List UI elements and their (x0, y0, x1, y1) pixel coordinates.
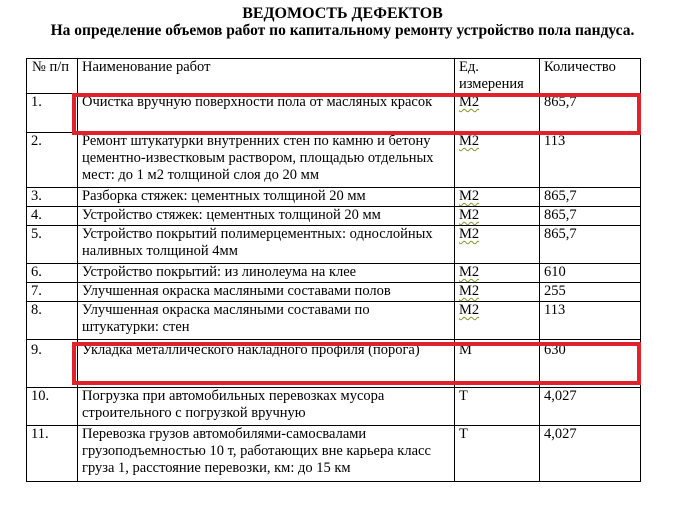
header-name: Наименование работ (78, 59, 455, 94)
header-unit: Ед. измерения (455, 59, 540, 94)
row-num: 8. (27, 302, 78, 340)
table-row (27, 388, 641, 426)
row-unit: М2 (459, 302, 480, 318)
row-qty: 113 (540, 302, 641, 340)
row-unit: М (455, 340, 540, 388)
defects-table (26, 58, 641, 482)
row-name: Устройство покрытий: из линолеума на клее (78, 264, 455, 283)
table-row (27, 340, 641, 388)
table-row (27, 264, 641, 283)
row-qty: 865,7 (540, 94, 641, 133)
table-header-row (27, 59, 641, 94)
row-unit: М2 (459, 133, 480, 149)
row-qty: 865,7 (540, 226, 641, 264)
row-num: 6. (27, 264, 78, 283)
table-row (27, 94, 641, 133)
row-unit: М2 (459, 283, 480, 299)
row-num: 2. (27, 133, 78, 188)
row-unit: М2 (459, 207, 480, 223)
row-unit: М2 (459, 94, 480, 110)
row-qty: 113 (540, 133, 641, 188)
header-num: № п/п (27, 59, 78, 94)
table-row (27, 133, 641, 188)
row-num: 11. (27, 426, 78, 482)
header-qty: Количество (540, 59, 641, 94)
row-name: Устройство стяжек: цементных толщиной 20 мм (78, 207, 455, 226)
row-name: Устройство покрытий полимерцементных: однослойных наливных толщиной 4мм (78, 226, 455, 264)
row-qty: 4,027 (540, 388, 641, 426)
row-qty: 610 (540, 264, 641, 283)
table-row (27, 226, 641, 264)
row-qty: 255 (540, 283, 641, 302)
table-row (27, 283, 641, 302)
row-qty: 630 (540, 340, 641, 388)
row-num: 9. (27, 340, 78, 388)
row-num: 10. (27, 388, 78, 426)
row-num: 1. (27, 94, 78, 133)
row-qty: 865,7 (540, 207, 641, 226)
row-unit: М2 (459, 226, 480, 242)
row-name: Улучшенная окраска масляными составами по штукатурки: стен (78, 302, 455, 340)
row-qty: 4,027 (540, 426, 641, 482)
row-name: Погрузка при автомобильных перевозках мусора строительного с погрузкой вручную (78, 388, 455, 426)
row-name: Разборка стяжек: цементных толщиной 20 мм (78, 188, 455, 207)
row-unit: Т (455, 426, 540, 482)
row-name: Перевозка грузов автомобилями-самосвалами грузоподъемностью 10 т, работающих вне карьера класс груза 1, расстояние перевозки, км: до 15 км (78, 426, 455, 482)
row-unit: М2 (459, 264, 480, 280)
table-row (27, 188, 641, 207)
row-unit: Т (455, 388, 540, 426)
row-name: Очистка вручную поверхности пола от масляных красок (78, 94, 455, 133)
row-qty: 865,7 (540, 188, 641, 207)
row-num: 5. (27, 226, 78, 264)
row-num: 7. (27, 283, 78, 302)
table-row (27, 426, 641, 482)
row-name: Укладка металлического накладного профиля (порога) (78, 340, 455, 388)
row-unit: М2 (459, 188, 480, 204)
row-name: Улучшенная окраска масляными составами полов (78, 283, 455, 302)
table-row (27, 302, 641, 340)
document-subtitle: На определение объемов работ по капитальному ремонту устройство пола пандуса. (50, 22, 635, 39)
row-num: 3. (27, 188, 78, 207)
row-num: 4. (27, 207, 78, 226)
table-row (27, 207, 641, 226)
row-name: Ремонт штукатурки внутренних стен по камню и бетону цементно-известковым раствором, площадью отдельных мест: до 1 м2 толщиной слоя до 20 мм (78, 133, 455, 188)
document-title: ВЕДОМОСТЬ ДЕФЕКТОВ (242, 5, 443, 22)
